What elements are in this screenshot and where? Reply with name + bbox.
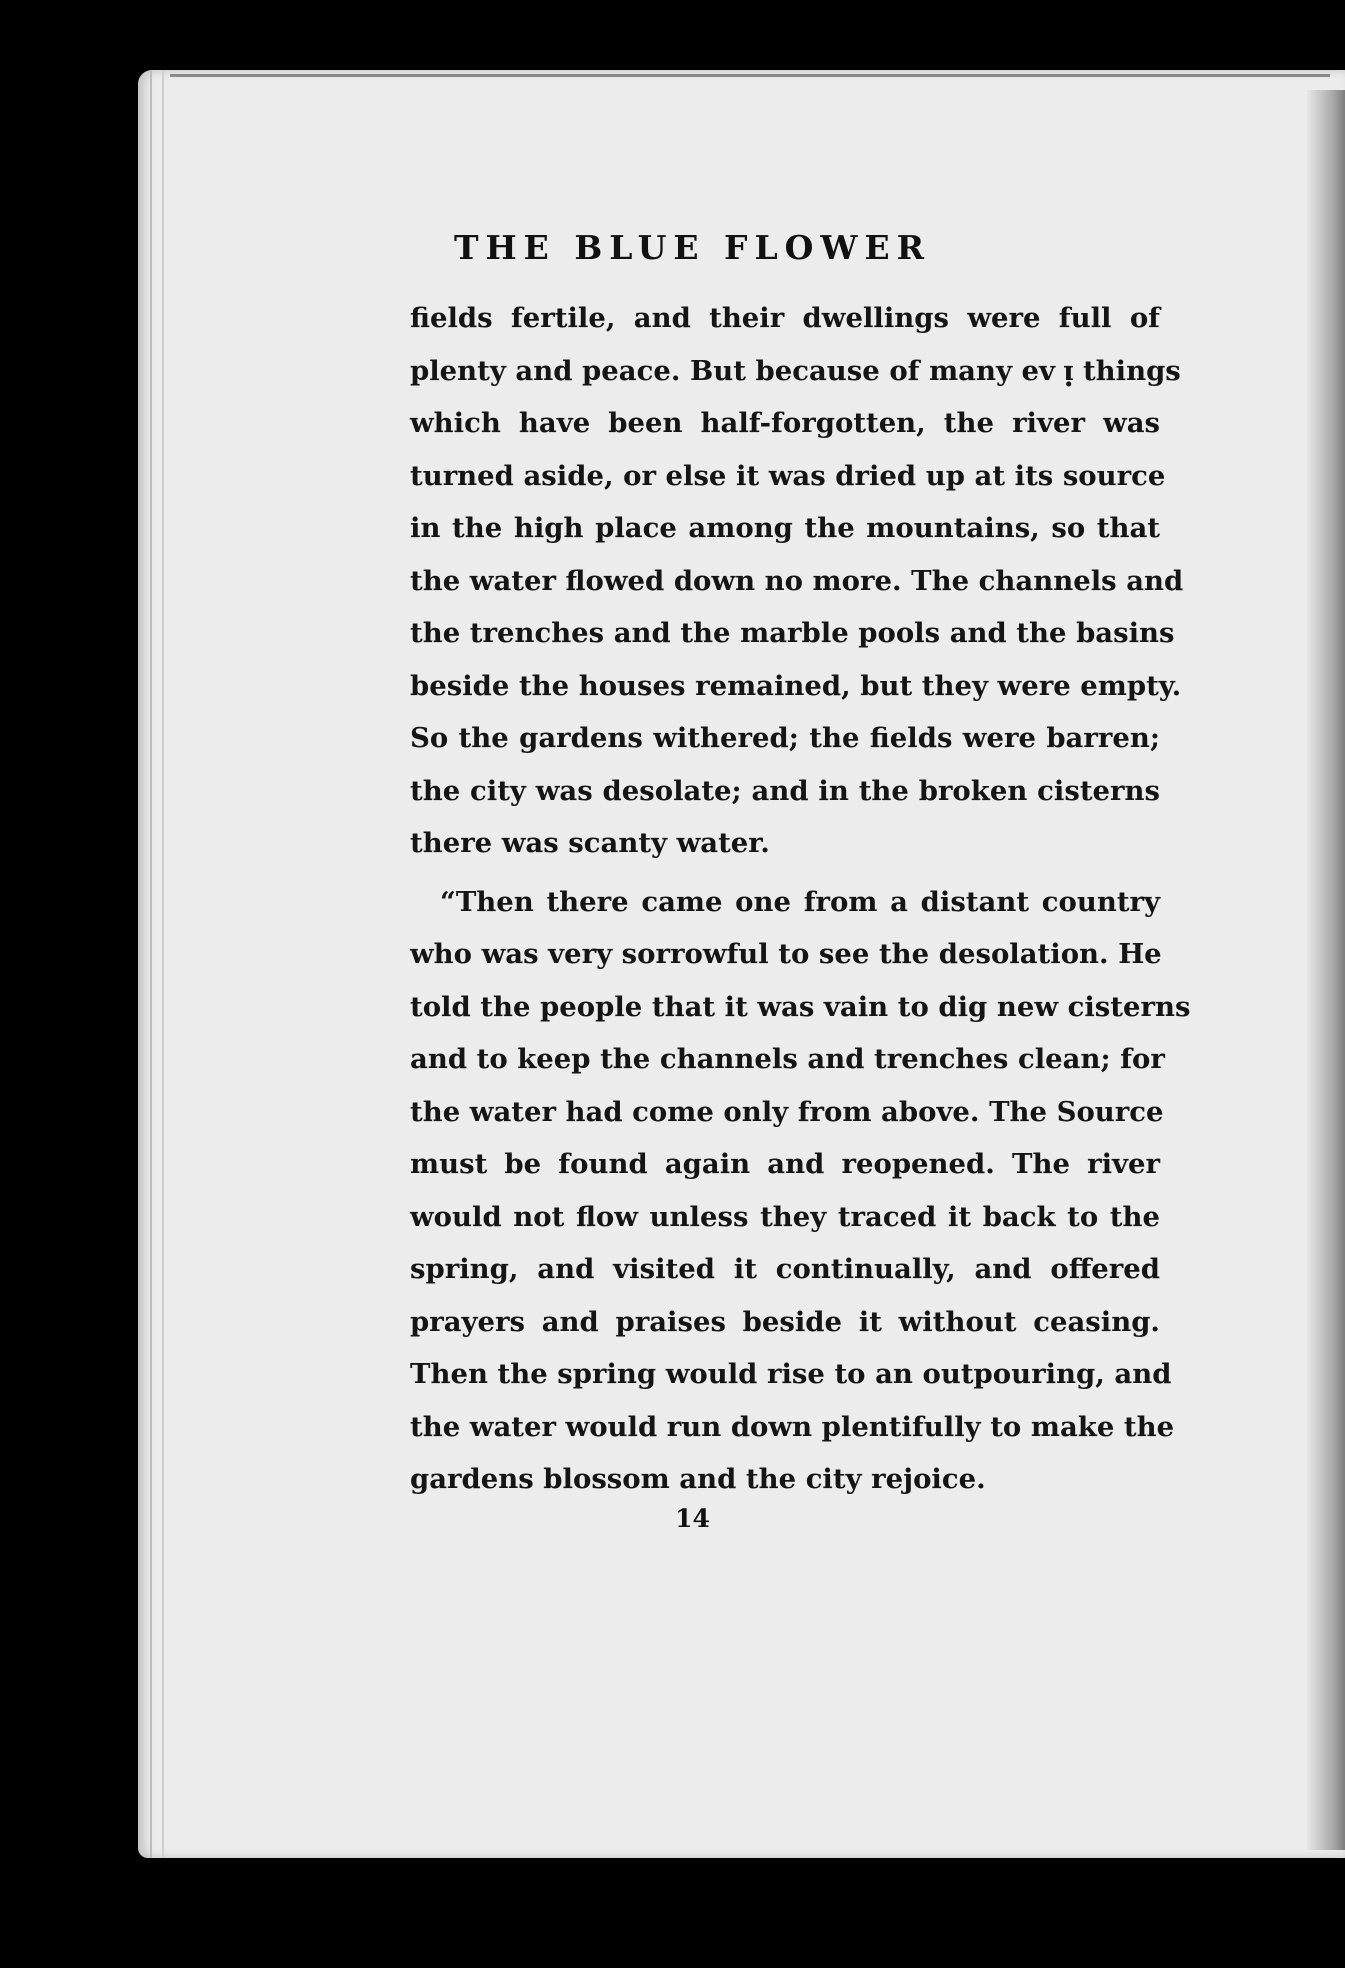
paragraph <box>410 876 1191 1506</box>
page-edge-line <box>150 70 152 1858</box>
text-line: would not flow unless they traced it back to the <box>410 1200 1160 1233</box>
text-line: beside the houses remained, but they were empty. <box>410 669 1182 702</box>
running-head: THE BLUE FLOWER <box>453 228 932 267</box>
text-line: the water would run down plentifully to make the <box>410 1410 1175 1443</box>
text-line: plenty and peace. But because of many ev ᴉ things <box>410 354 1181 387</box>
text-line: told the people that it was vain to dig new cisterns <box>410 990 1191 1023</box>
text-line: must be found again and reopened. The river <box>410 1148 1160 1180</box>
page-edge-line <box>162 70 164 1858</box>
text-line: turned aside, or else it was dried up at its source <box>410 459 1166 492</box>
text-line: which have been half-forgotten, the river was <box>410 407 1160 439</box>
text-line: So the gardens withered; the fields were barren; <box>410 722 1160 754</box>
text-line: spring, and visited it continually, and offered <box>410 1253 1160 1285</box>
text-line: and to keep the channels and trenches clean; for <box>410 1043 1165 1075</box>
text-line: in the high place among the mountains, so that <box>410 512 1160 544</box>
text-line: prayers and praises beside it without ceasing. <box>410 1305 1160 1338</box>
page-number: 14 <box>675 1504 710 1533</box>
text-line: who was very sorrowful to see the desolation. He <box>410 938 1162 970</box>
text-line: the trenches and the marble pools and the basins <box>410 617 1175 649</box>
text-line: Then the spring would rise to an outpouring, and <box>410 1358 1172 1390</box>
page-top-edge <box>170 74 1330 77</box>
text-line: the water flowed down no more. The channels and <box>410 564 1184 597</box>
text-line: “Then there came one from a distant country <box>440 885 1160 918</box>
text-line: there was scanty water. <box>410 827 770 859</box>
gutter-shadow <box>1307 90 1345 1850</box>
text-line: gardens blossom and the city rejoice. <box>410 1463 986 1495</box>
text-line: the city was desolate; and in the broken cisterns <box>410 774 1160 807</box>
paragraph <box>410 292 1184 870</box>
text-line: fields fertile, and their dwellings were full of <box>410 302 1160 334</box>
text-line: the water had come only from above. The Source <box>410 1095 1164 1128</box>
body-text <box>410 292 1191 1506</box>
